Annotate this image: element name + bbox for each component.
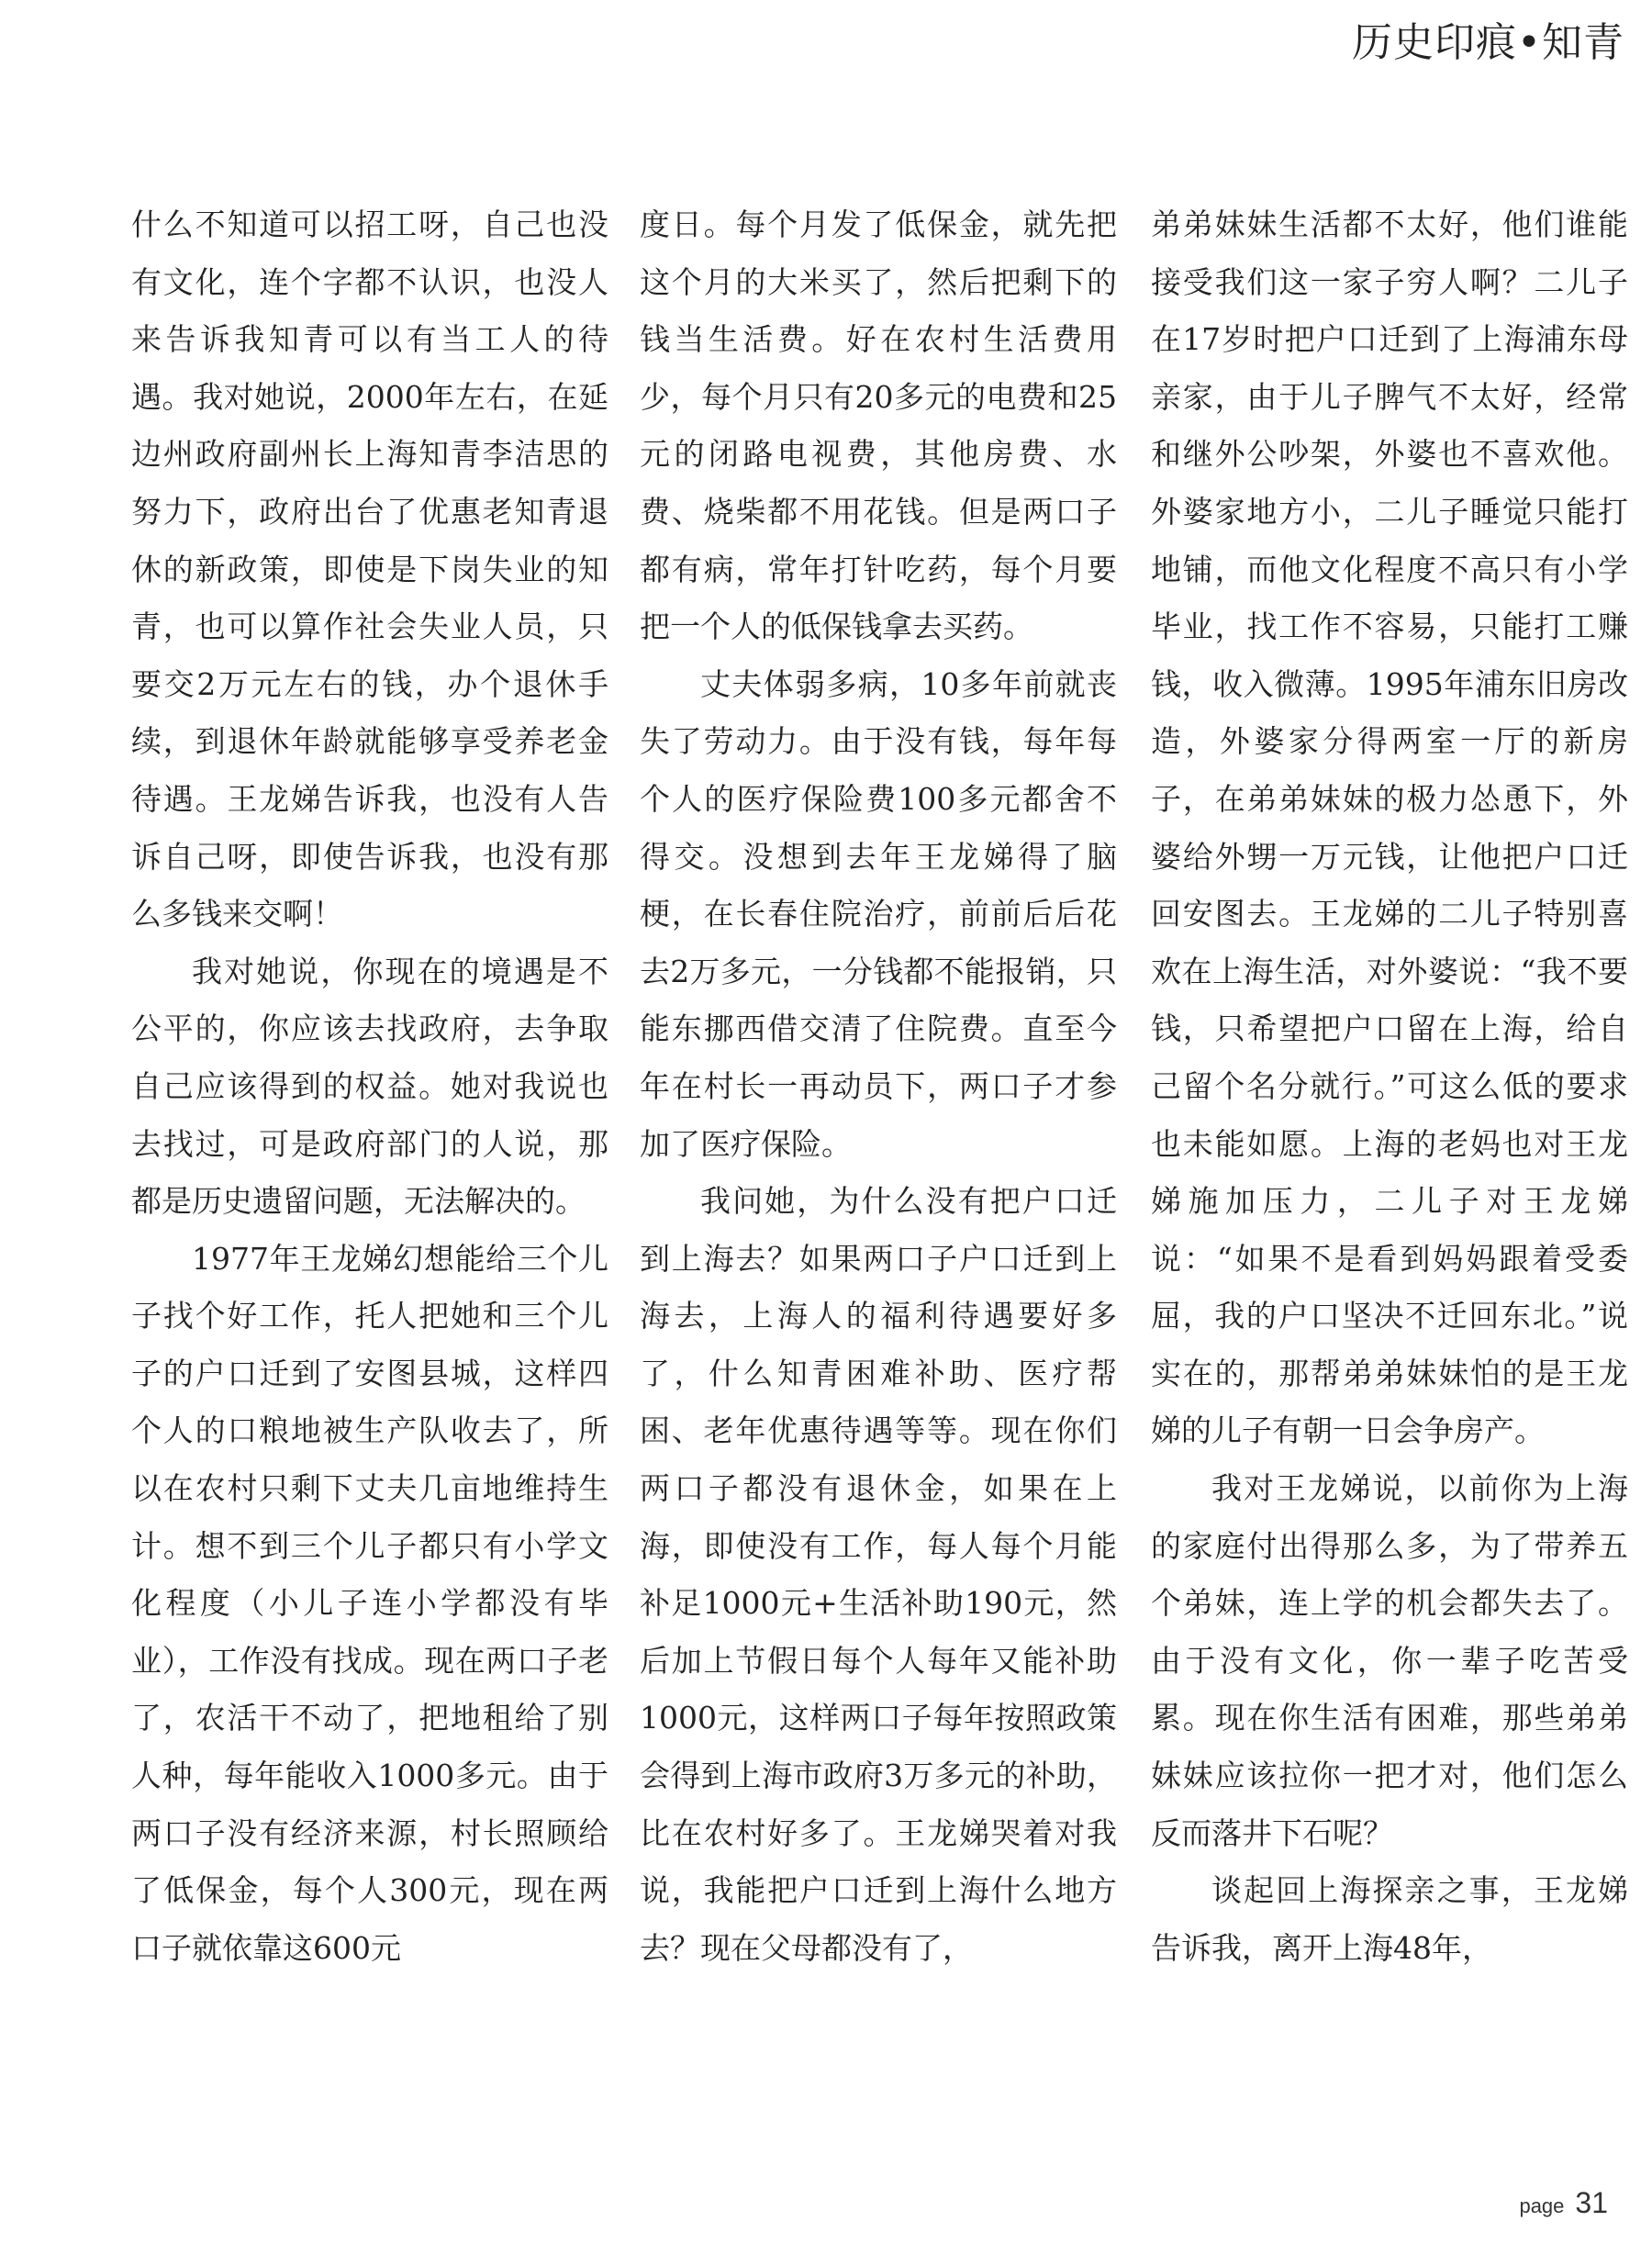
article-body [0,196,1652,2105]
paragraph: 什么不知道可以招工呀，自己也没有文化，连个字都不认识，也没人来告诉我知青可以有当工人的待遇。我对她说，2000年左右，在延边州政府副州长上海知青李洁思的努力下，政府出台了优惠老知青退休的新政策，即使是下岗失业的知青，也可以算作社会失业人员，只要交2万元左右的钱，办个退休手续，到退休年龄就能够享受养老金待遇。王龙娣告诉我，也没有人告诉自己呀，即使告诉我，也没有那么多钱来交啊！ [131,207,608,932]
paragraph: 我对她说，你现在的境遇是不公平的，你应该去找政府，去争取自己应该得到的权益。她对我说也去找过，可是政府部门的人说，那都是历史遗留问题，无法解决的。 [131,953,608,1220]
paragraph: 1977年王龙娣幻想能给三个儿子找个好工作，托人把她和三个儿子的户口迁到了安图县城，这样四个人的口粮地被生产队收去了，所以在农村只剩下丈夫几亩地维持生计。想不到三个儿子都只有小学文化程度（小儿子连小学都没有毕业），工作没有找成。现在两口子老了，农活干不动了，把地租给了别人种，每年能收入1000多元。由于两口子没有经济来源，村长照顾给了低保金，每个人300元，现在两口子就依靠这600元 [131,1240,608,1966]
text-column-3 [1151,196,1628,2105]
text-column-2 [640,196,1117,2105]
page-footer [1519,2186,1608,2220]
section-title: 历史印痕•知青 [1352,19,1624,66]
paragraph: 我对王龙娣说，以前你为上海的家庭付出得那么多，为了带养五个弟妹，连上学的机会都失去了。由于没有文化，你一辈子吃苦受累。现在你生活有困难，那些弟弟妹妹应该拉你一把才对，他们怎么反而落井下石呢？ [1151,1470,1628,1851]
paragraph: 度日。每个月发了低保金，就先把这个月的大米买了，然后把剩下的钱当生活费。好在农村生活费用少，每个月只有20多元的电费和25元的闭路电视费，其他房费、水费、烧柴都不用花钱。但是两口子都有病，常年打针吃药，每个月要把一个人的低保钱拿去买药。 [640,207,1117,645]
text-column-1 [131,196,608,2105]
paragraph: 我问她，为什么没有把户口迁到上海去？如果两口子户口迁到上海去，上海人的福利待遇要好多了，什么知青困难补助、医疗帮困、老年优惠待遇等等。现在你们两口子都没有退休金，如果在上海，即使没有工作，每人每个月能补足1000元+生活补助190元，然后加上节假日每个人每年又能补助1000元，这样两口子每年按照政策会得到上海市政府3万多元的补助，比在农村好多了。王龙娣哭着对我说，我能把户口迁到上海什么地方去？现在父母都没有了， [640,1183,1117,1966]
paragraph: 丈夫体弱多病，10多年前就丧失了劳动力。由于没有钱，每年每个人的医疗保险费100多元都舍不得交。没想到去年王龙娣得了脑梗，在长春住院治疗，前前后后花去2万多元，一分钱都不能报销，只能东挪西借交清了住院费。直至今年在村长一再动员下，两口子才参加了医疗保险。 [640,665,1117,1162]
paragraph: 弟弟妹妹生活都不太好，他们谁能接受我们这一家子穷人啊？二儿子在17岁时把户口迁到了上海浦东母亲家，由于儿子脾气不太好，经常和继外公吵架，外婆也不喜欢他。外婆家地方小，二儿子睡觉只能打地铺，而他文化程度不高只有小学毕业，找工作不容易，只能打工赚钱，收入微薄。1995年浦东旧房改造，外婆家分得两室一厅的新房子，在弟弟妹妹的极力怂恿下，外婆给外甥一万元钱，让他把户口迁回安图去。王龙娣的二儿子特别喜欢在上海生活，对外婆说：“我不要钱，只希望把户口留在上海，给自己留个名分就行。”可这么低的要求也未能如愿。上海的老妈也对王龙娣施加压力，二儿子对王龙娣说：“如果不是看到妈妈跟着受委屈，我的户口坚决不迁回东北。”说实在的，那帮弟弟妹妹怕的是王龙娣的儿子有朝一日会争房产。 [1151,207,1628,1449]
page-label: page [1519,2194,1565,2217]
page-number: 31 [1575,2186,1608,2219]
paragraph: 谈起回上海探亲之事，王龙娣告诉我，离开上海48年， [1151,1872,1628,1966]
